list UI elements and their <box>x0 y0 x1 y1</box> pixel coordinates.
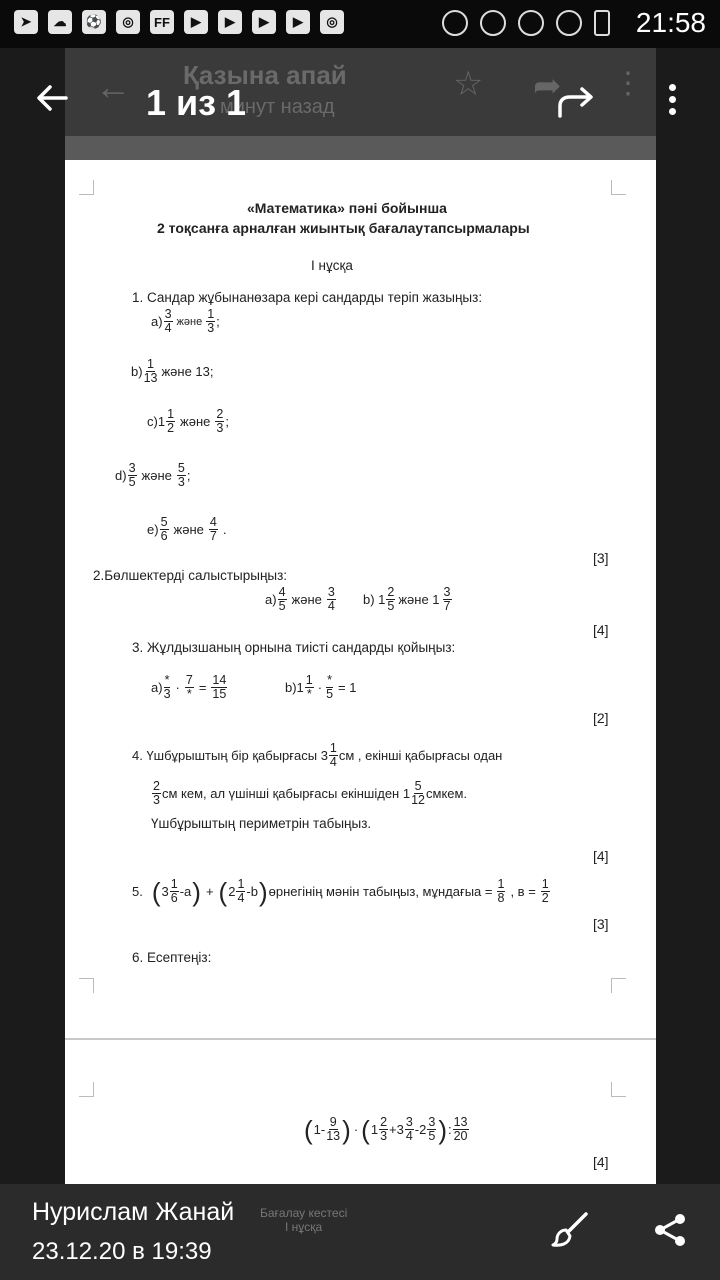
q6-mark: [4] <box>593 1154 609 1170</box>
status-time: 21:58 <box>635 7 706 38</box>
document-top-margin <box>65 136 656 160</box>
forward-icon[interactable] <box>556 84 596 129</box>
document-page[interactable] <box>65 160 656 1184</box>
ghost-chat-title: Қазына апай <box>183 60 347 90</box>
q3-b: b)1 $\frac{1}{*}$ · $\frac{*}{5}$ = 1 <box>285 673 357 701</box>
doc-title-line2: 2 тоқсанға арналған жиынтық бағалаутапсырмалары <box>157 220 530 236</box>
share-icon[interactable] <box>652 1212 688 1248</box>
q5-mark: [3] <box>593 916 609 932</box>
q1-b: b) $\frac{1}{13}$ және 13; <box>131 357 214 385</box>
bottom-info-bar <box>0 1184 720 1280</box>
ff-icon: FF <box>150 10 174 34</box>
instagram-icon: ◎ <box>116 10 140 34</box>
ghost-share-icon: ➦ <box>533 67 562 105</box>
ghost-next-file: Бағалау кестесі І нұсқа <box>260 1206 348 1234</box>
page-counter: 1 из 1 <box>146 82 247 123</box>
sent-date: 23.12.20 в 19:39 <box>32 1238 212 1265</box>
battery-icon <box>594 10 610 36</box>
back-arrow-icon[interactable] <box>34 80 70 125</box>
instagram-icon: ◎ <box>320 10 344 34</box>
ghost-back-icon: ← <box>95 66 131 107</box>
telegram-icon: ➤ <box>14 10 38 34</box>
status-bar <box>0 0 720 48</box>
q4-mark: [4] <box>593 848 609 864</box>
q3-mark: [2] <box>593 710 609 726</box>
doc-title-line1: «Математика» пәні бойынша <box>247 200 447 216</box>
cloud-icon: ☁ <box>48 10 72 34</box>
youtube-icon: ▶ <box>252 10 276 34</box>
wifi-icon <box>556 10 582 36</box>
q4-line1: 4. Үшбұрыштың бір қабырғасы 3 $\frac{1}{4}$ см , екінші қабырғасы одан <box>132 741 503 769</box>
q2-a: а) $\frac{4}{5}$ және $\frac{3}{4}$ <box>265 585 335 613</box>
q2-text: 2.Бөлшектерді салыстырыңыз: <box>93 568 288 583</box>
ghost-more-icon: ⋮ <box>613 67 643 100</box>
q2-mark: [4] <box>593 622 609 638</box>
ghost-star-icon: ☆ <box>453 65 484 103</box>
ghost-chat-subtitle: минут назад <box>220 96 335 118</box>
youtube-icon: ▶ <box>218 10 242 34</box>
q4-line2: $\frac{2}{3}$ см кем, ал үшінші қабырғасы екіншіден 1 $\frac{5}{12}$ смкем. <box>153 779 468 807</box>
edit-brush-icon[interactable] <box>548 1208 592 1252</box>
data-saver-icon <box>480 10 506 36</box>
q5-expression: 5. ( 3 $\frac{1}{6}$ -а ) + ( 2 $\frac{1}{4}$ -b ) өрнегінің мәнін табыңыз, мұндағыа = $\frac{1}{8}$ , в = $\frac{1}{2}$ <box>132 876 549 907</box>
variant-label: І нұсқа <box>311 258 353 273</box>
q4-line3: Үшбұрыштың периметрін табыңыз. <box>151 816 372 831</box>
q1-c: c)1 $\frac{1}{2}$ және $\frac{2}{3}$ ; <box>147 407 229 435</box>
viewer-toolbar <box>0 60 720 148</box>
youtube-icon: ▶ <box>184 10 208 34</box>
q6-expression: ( 1- $\frac{9}{13}$ ) · ( 1 $\frac{2}{3}$ +3 $\frac{3}{4}$ -2 $\frac{3}{5}$ ) : $\frac{13}{20}$ <box>304 1114 468 1145</box>
page-break <box>65 1038 656 1040</box>
alarm-icon <box>518 10 544 36</box>
soccer-icon: ⚽ <box>82 10 106 34</box>
youtube-icon: ▶ <box>286 10 310 34</box>
q1-text: 1. Сандар жұбынанөзара кері сандарды теріп жазыңыз: <box>132 290 483 305</box>
q3-a: а) $\frac{*}{3}$ · $\frac{7}{*}$ = $\frac{14}{15}$ <box>151 673 227 701</box>
q2-b: b) 1 $\frac{2}{5}$ және 1 $\frac{3}{7}$ <box>363 585 451 613</box>
q3-text: 3. Жұлдызшаның орнына тиісті сандарды қойыңыз: <box>132 640 456 655</box>
recycle-icon <box>442 10 468 36</box>
q1-d: d) $\frac{3}{5}$ және $\frac{5}{3}$ ; <box>115 461 191 489</box>
q1-a: а) $\frac{3}{4}$ және $\frac{1}{3}$ ; <box>151 307 220 335</box>
q1-mark: [3] <box>593 550 609 566</box>
more-options-icon[interactable] <box>660 80 684 124</box>
sender-name: Нурислам Жанай <box>32 1198 235 1226</box>
q6-text: 6. Есептеңіз: <box>132 950 212 965</box>
q1-e: e) $\frac{5}{6}$ және $\frac{4}{7}$ . <box>147 515 227 543</box>
